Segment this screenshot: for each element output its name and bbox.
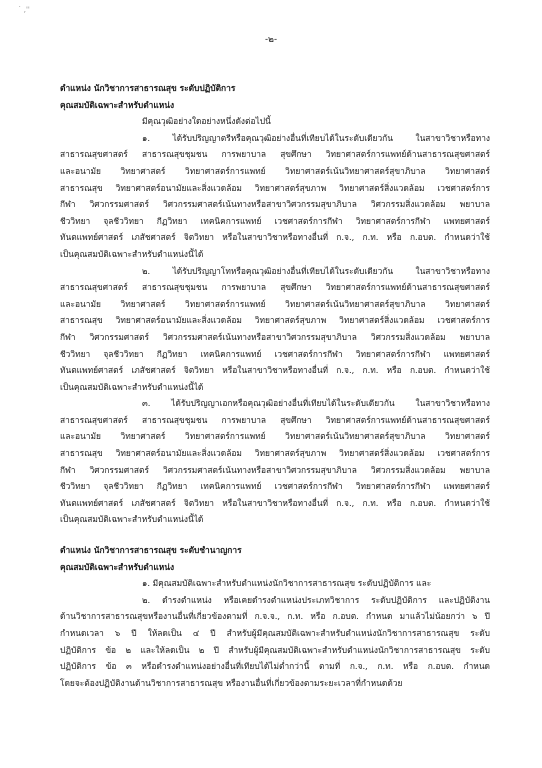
paragraph-line: ทันตแพทย์ศาสตร์ เภสัชศาสตร์ จิตวิทยา หรือในสาขาวิชาหรือทางอื่นที่ ก.จ., ก.ท. หรือ ก.อบต. กำหนดว่าใช้ — [60, 232, 490, 243]
paragraph-line: เป็นคุณสมบัติเฉพาะสำหรับตำแหน่งนี้ได้ — [60, 381, 204, 392]
paragraph-line: โดยจะต้องปฏิบัติงานด้านวิชาการสาธารณสุข หรืองานอื่นที่เกี่ยวข้องตามระยะเวลาที่กำหนดด้วย — [60, 677, 403, 688]
clause-paragraph — [60, 263, 490, 396]
section1-subheading: คุณสมบัติเฉพาะสำหรับตำแหน่ง — [60, 99, 175, 110]
paragraph-line: กีฬา วิศวกรรมศาสตร์ วิศวกรรมศาสตร์เน้นทางหรือสาขาวิศวกรรมสุขาภิบาล วิศวกรรมสิ่งแวดล้อม พยาบาล — [60, 464, 490, 475]
section1-heading: ตำแหน่ง นักวิชาการสาธารณสุข ระดับปฏิบัติการ — [60, 83, 236, 93]
paragraph-line: และอนามัย วิทยาศาสตร์ วิทยาศาสตร์การแพทย์ วิทยาศาสตร์เน้นวิทยาศาสตร์สุขาภิบาล วิทยาศาสตร์ — [60, 165, 490, 176]
paragraph-line: ๑. ได้รับปริญญาตรีหรือคุณวุฒิอย่างอื่นที่เทียบได้ในระดับเดียวกัน ในสาขาวิชาหรือทาง — [142, 132, 490, 143]
paragraph-line: ชีววิทยา จุลชีววิทยา กีฏวิทยา เทคนิคการแพทย์ เวชศาสตร์การกีฬา วิทยาศาสตร์การกีฬา แพทยศาสตร์ — [60, 215, 490, 226]
section2-heading: ตำแหน่ง นักวิชาการสาธารณสุข ระดับชำนาญการ — [60, 545, 242, 556]
paragraph-line: ทันตแพทย์ศาสตร์ เภสัชศาสตร์ จิตวิทยา หรือในสาขาวิชาหรือทางอื่นที่ ก.จ., ก.ท. หรือ ก.อบต. กำหนดว่าใช้ — [60, 365, 490, 376]
paragraph-line: กำหนดเวลา ๖ ปี ให้ลดเป็น ๔ ปี สำหรับผู้มีคุณสมบัติเฉพาะสำหรับตำแหน่งนักวิชาการสาธารณสุข ระดับ — [60, 628, 490, 638]
section2-items — [60, 575, 490, 691]
paragraph-line: สาธารณสุขศาสตร์ สาธารณสุขชุมชน การพยาบาล สุขศึกษา วิทยาศาสตร์การแพทย์ด้านสาธารณสุขศาสตร์ — [60, 414, 490, 425]
clause-paragraph — [60, 592, 490, 692]
paragraph-line: ๓. ได้รับปริญญาเอกหรือคุณวุฒิอย่างอื่นที่เทียบได้ในระดับเดียวกัน ในสาขาวิชาหรือทาง — [142, 398, 490, 409]
paragraph-line: ชีววิทยา จุลชีววิทยา กีฏวิทยา เทคนิคการแพทย์ เวชศาสตร์การกีฬา วิทยาศาสตร์การกีฬา แพทยศาสตร์ — [60, 481, 490, 492]
corner-mark: ˙ ,'' — [18, 6, 30, 14]
paragraph-line: ทันตแพทย์ศาสตร์ เภสัชศาสตร์ จิตวิทยา หรือในสาขาวิชาหรือทางอื่นที่ ก.จ., ก.ท. หรือ ก.อบต. กำหนดว่าใช้ — [60, 497, 490, 508]
document-body — [60, 80, 490, 691]
clause-paragraph — [60, 575, 490, 592]
paragraph-line: กีฬา วิศวกรรมศาสตร์ วิศวกรรมศาสตร์เน้นทางหรือสาขาวิศวกรรมสุขาภิบาล วิศวกรรมสิ่งแวดล้อม พยาบาล — [60, 199, 490, 210]
paragraph-line: ชีววิทยา จุลชีววิทยา กีฏวิทยา เทคนิคการแพทย์ เวชศาสตร์การกีฬา วิทยาศาสตร์การกีฬา แพทยศาสตร์ — [60, 348, 490, 359]
paragraph-line: ๒. ได้รับปริญญาโทหรือคุณวุฒิอย่างอื่นที่เทียบได้ในระดับเดียวกัน ในสาขาวิชาหรือทาง — [142, 265, 490, 276]
paragraph-line: ปฏิบัติการ ข้อ ๓ หรือดำรงตำแหน่งอย่างอื่นที่เทียบได้ไม่ต่ำกว่านี้ ตามที่ ก.จ., ก.ท. หรือ ก.อบต. กำหนด — [60, 661, 490, 672]
section1-intro: มีคุณวุฒิอย่างใดอย่างหนึ่งดังต่อไปนี้ — [142, 116, 271, 127]
paragraph-line: และอนามัย วิทยาศาสตร์ วิทยาศาสตร์การแพทย์ วิทยาศาสตร์เน้นวิทยาศาสตร์สุขาภิบาล วิทยาศาสตร์ — [60, 431, 490, 442]
paragraph-line: สาธารณสุขศาสตร์ สาธารณสุขชุมชน การพยาบาล สุขศึกษา วิทยาศาสตร์การแพทย์ด้านสาธารณสุขศาสตร์ — [60, 149, 490, 160]
paragraph-line: สาธารณสุข วิทยาศาสตร์อนามัยและสิ่งแวดล้อม วิทยาศาสตร์สุขภาพ วิทยาศาสตร์สิ่งแวดล้อม เวชศาสตร์การ — [60, 315, 490, 326]
paragraph-line: ด้านวิชาการสาธารณสุขหรืองานอื่นที่เกี่ยวข้องตามที่ ก.จ.จ., ก.ท. หรือ ก.อบต. กำหนด มาแล้วไม่น้อยกว่า ๖ ปี — [60, 611, 490, 622]
paragraph-line: กีฬา วิศวกรรมศาสตร์ วิศวกรรมศาสตร์เน้นทางหรือสาขาวิศวกรรมสุขาภิบาล วิศวกรรมสิ่งแวดล้อม พยาบาล — [60, 331, 490, 342]
paragraph-line: เป็นคุณสมบัติเฉพาะสำหรับตำแหน่งนี้ได้ — [60, 514, 204, 525]
page-number: -๒- — [264, 35, 277, 45]
paragraph-line: ปฏิบัติการ ข้อ ๒ และให้ลดเป็น ๒ ปี สำหรับผู้มีคุณสมบัติเฉพาะสำหรับตำแหน่งนักวิชาการสาธารณสุข ระดับ — [60, 644, 490, 655]
paragraph-line: สาธารณสุข วิทยาศาสตร์อนามัยและสิ่งแวดล้อม วิทยาศาสตร์สุขภาพ วิทยาศาสตร์สิ่งแวดล้อม เวชศาสตร์การ — [60, 182, 490, 193]
paragraph-line: เป็นคุณสมบัติเฉพาะสำหรับตำแหน่งนี้ได้ — [60, 248, 204, 259]
paragraph-line: สาธารณสุข วิทยาศาสตร์อนามัยและสิ่งแวดล้อม วิทยาศาสตร์สุขภาพ วิทยาศาสตร์สิ่งแวดล้อม เวชศาสตร์การ — [60, 448, 490, 459]
section2-subheading: คุณสมบัติเฉพาะสำหรับตำแหน่ง — [60, 561, 175, 572]
section1-items — [60, 130, 490, 528]
paragraph-line: ๑. มีคุณสมบัติเฉพาะสำหรับตำแหน่งนักวิชาการสาธารณสุข ระดับปฏิบัติการ และ — [142, 578, 432, 589]
paragraph-line: สาธารณสุขศาสตร์ สาธารณสุขชุมชน การพยาบาล สุขศึกษา วิทยาศาสตร์การแพทย์ด้านสาธารณสุขศาสตร์ — [60, 282, 490, 293]
paragraph-line: และอนามัย วิทยาศาสตร์ วิทยาศาสตร์การแพทย์ วิทยาศาสตร์เน้นวิทยาศาสตร์สุขาภิบาล วิทยาศาสตร์ — [60, 298, 490, 309]
clause-paragraph — [60, 395, 490, 528]
paragraph-line: ๒. ดำรงตำแหน่ง หรือเคยดำรงตำแหน่งประเภทวิชาการ ระดับปฏิบัติการ และปฏิบัติงาน — [142, 594, 490, 605]
clause-paragraph — [60, 130, 490, 263]
